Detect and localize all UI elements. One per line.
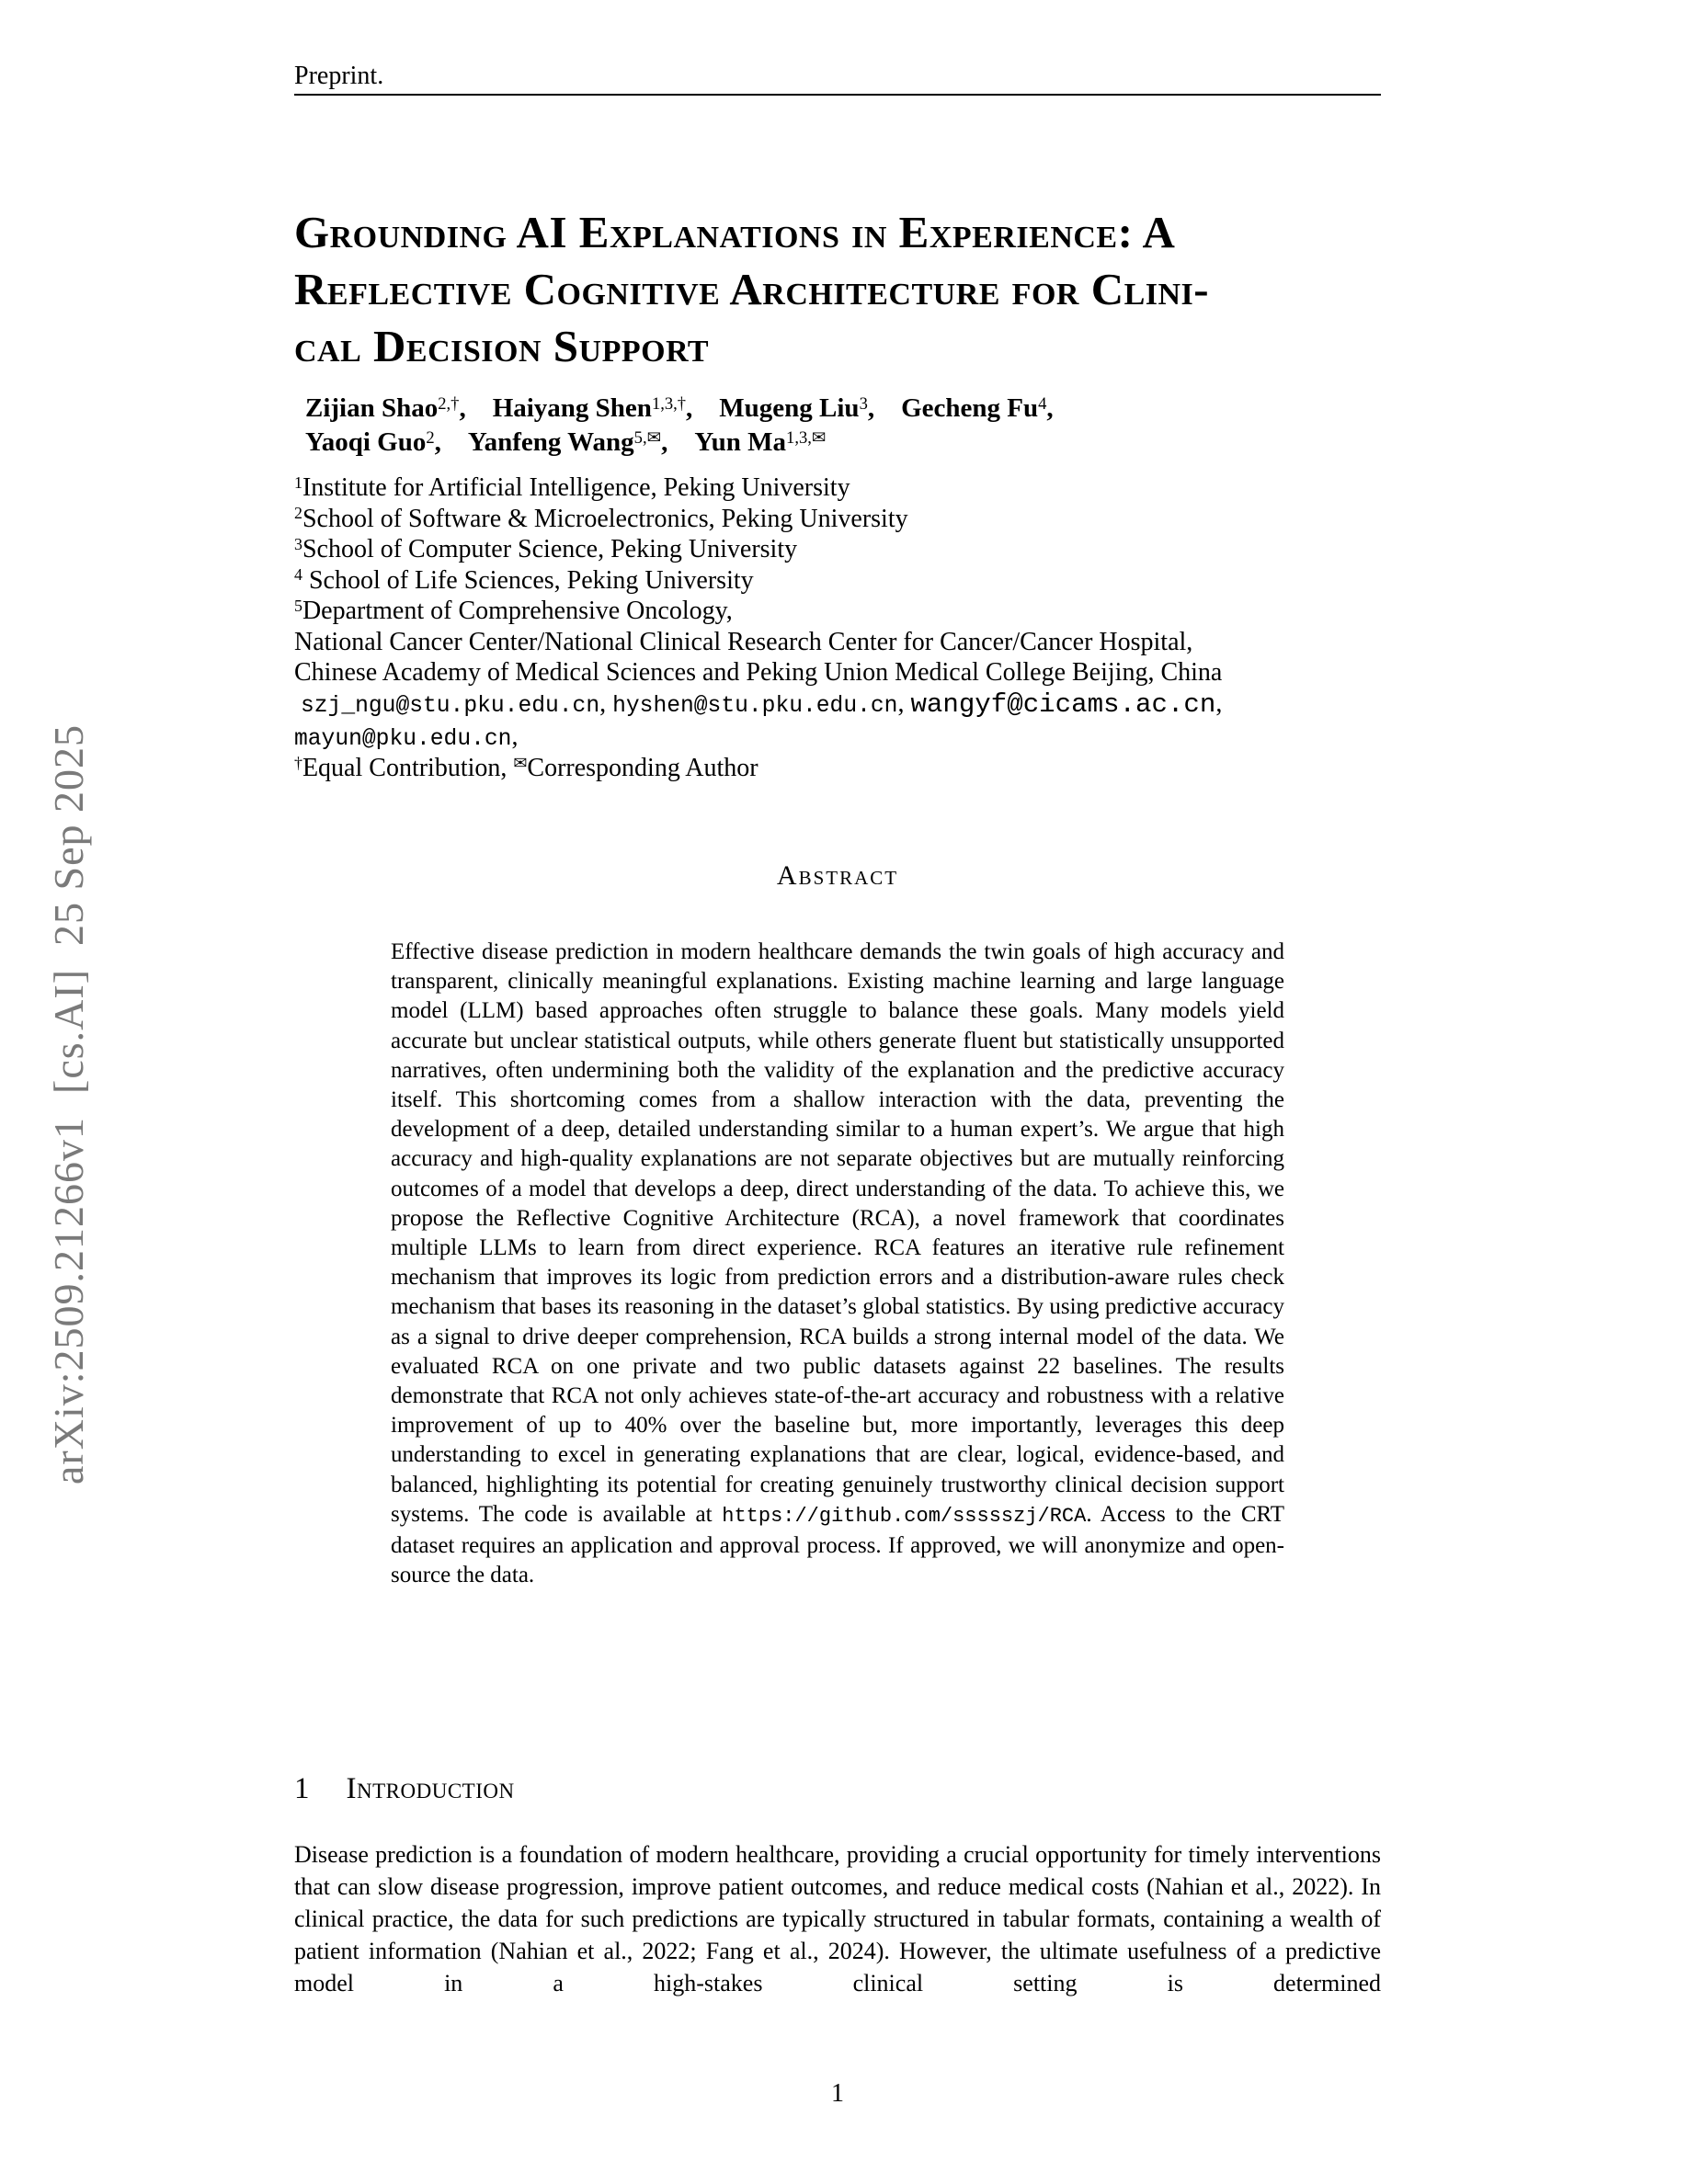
text-run: , [661, 427, 695, 457]
text-line [294, 261, 1381, 318]
section-number: 1 [294, 1772, 310, 1805]
text-line [294, 688, 1381, 756]
superscript-marker: 4 [1038, 393, 1047, 414]
page-number: 1 [831, 2079, 844, 2108]
text-run: Corresponding Author [527, 754, 758, 782]
affiliations [294, 472, 1381, 756]
text-run: Zijian Shao [305, 393, 439, 423]
text-run: Mugeng Liu [719, 393, 860, 423]
text-run: , [599, 688, 613, 718]
text-run: Reflective Cognitive Architecture for Clini- [294, 264, 1210, 314]
text-line [294, 627, 1381, 658]
email-link[interactable]: szj_ngu@stu.pku.edu.cn [301, 692, 600, 719]
superscript-marker: 5,✉ [633, 427, 662, 448]
text-line [294, 472, 1381, 504]
text-line [294, 204, 1381, 261]
section-heading [294, 1772, 515, 1806]
text-run: , [434, 427, 468, 457]
text-run: School of Life Sciences, Peking University [302, 565, 754, 595]
text-run: Yaoqi Guo [305, 427, 427, 457]
text-run: Chinese Academy of Medical Sciences and Peking Union Medical College Beijing, China [294, 658, 1223, 687]
superscript-marker: 3 [294, 534, 302, 553]
text-line [294, 534, 1381, 565]
superscript-marker: 2,† [438, 393, 460, 414]
text-run [294, 689, 301, 718]
text-run: School of Software & Microelectronics, Peking University [302, 504, 908, 533]
superscript-marker: 5 [294, 596, 302, 615]
text-run: Yanfeng Wang [467, 427, 634, 457]
email-link[interactable]: mayun@pku.edu.cn [294, 726, 512, 752]
text-run: School of Computer Science, Peking University [302, 535, 798, 563]
abstract-text [391, 938, 1284, 1590]
introduction-paragraph: Disease prediction is a foundation of modern healthcare, providing a crucial opportunity for timely interventions that can slow disease progression, improve patient outcomes, and reduce medical costs (Nahian et al., 2022). In clinical practice, the data for such predictions are typically structured in tabular formats, containing a wealth of patient information (Nahian et al., 2022; Fang et al., 2024). However, the ultimate usefulness of a predictive model in a high-stakes clinical setting is determined [294, 1841, 1381, 1996]
text-line [305, 426, 1054, 460]
text-run: , [1215, 688, 1223, 718]
email-link[interactable]: wangyf@cicams.ac.cn [910, 688, 1216, 720]
superscript-marker: 1,3,† [651, 393, 687, 414]
paper-title [294, 204, 1381, 375]
text-run: , [686, 393, 720, 423]
superscript-marker: 1,3,✉ [786, 427, 827, 448]
text-run: . Access to the CRT dataset requires an application and approval process. If approved, we will anonymize and open-source the data. [391, 1501, 1284, 1588]
superscript-marker: † [294, 753, 302, 772]
text-run: Equal Contribution, [302, 754, 514, 782]
text-run: Yun Ma [694, 427, 787, 457]
section-title: Introduction [346, 1772, 515, 1805]
text-run: Institute for Artificial Intelligence, Peking University [302, 473, 850, 502]
text-run: , [459, 393, 493, 423]
text-run: , [897, 688, 911, 718]
abstract-heading: Abstract [776, 860, 899, 891]
text-line [294, 504, 1381, 535]
text-line [294, 565, 1381, 597]
email-link[interactable]: hyshen@stu.pku.edu.cn [612, 692, 898, 719]
author-list [305, 392, 1054, 460]
text-line [305, 392, 1054, 426]
text-run: , [867, 393, 902, 423]
text-line [294, 657, 1381, 688]
text-run: Haiyang Shen [492, 393, 652, 423]
text-run: , [511, 722, 519, 751]
github-link[interactable]: https://github.com/ssssszj/RCA [722, 1504, 1087, 1528]
text-run: National Cancer Center/National Clinical Research Center for Cancer/Cancer Hospital, [294, 627, 1193, 656]
superscript-marker: 2 [426, 427, 435, 448]
arxiv-watermark: arXiv:2509.21266v1 [cs.AI] 25 Sep 2025 [45, 723, 92, 1484]
superscript-marker: 3 [859, 393, 868, 414]
text-run: Effective disease prediction in modern healthcare demands the twin goals of high accuracy and transparent, clinically meaningful explanations. Existing machine learning and large language model (LLM) based approaches often struggle to balance these goals. Many models yield accurate but unclear statistical outputs, while others generate fluent but statistically unsupported narratives, often undermining both the validity of the explanation and the predictive accuracy itself. This shortcoming comes from a shallow interaction with the data, preventing the development of a deep, detailed understanding similar to a human expert’s. We argue that high accuracy and high-quality explanations are not separate objectives but are mutually reinforcing outcomes of a model that develops a deep, direct understanding of the data. To achieve this, we propose the Reflective Cognitive Architecture (RCA), a novel framework that coordinates multiple LLMs to learn from direct experience. RCA features an iterative rule refinement mechanism that improves its logic from prediction errors and a distribution-aware rules check mechanism that bases its reasoning in the dataset’s global statistics. By using predictive accuracy as a signal to drive deeper comprehension, RCA builds a strong internal model of the data. We evaluated RCA on one private and two public datasets against 22 baselines. The results demonstrate that RCA not only achieves state-of-the-art accuracy and robustness with a relative improvement of up to 40% over the baseline but, more importantly, leverages this deep understanding to excel in generating explanations that are clear, logical, evidence-based, and balanced, highlighting its potential for creating genuinely trustworthy clinical decision support systems. The code is available at [391, 939, 1284, 1527]
superscript-marker: 4 [294, 565, 302, 585]
text-run: , [1046, 393, 1054, 423]
text-run: Grounding AI Explanations in Experience: A [294, 207, 1176, 257]
text-run: cal Decision Support [294, 321, 710, 371]
text-line [294, 596, 1381, 627]
superscript-marker: 1 [294, 472, 302, 492]
superscript-marker: ✉ [513, 753, 528, 772]
text-run: Gecheng Fu [901, 393, 1039, 423]
superscript-marker: 2 [294, 504, 302, 523]
text-line [294, 318, 1381, 375]
contribution-note [294, 754, 758, 783]
preprint-label: Preprint. [294, 63, 1381, 96]
text-run: Department of Comprehensive Oncology, [302, 597, 733, 625]
